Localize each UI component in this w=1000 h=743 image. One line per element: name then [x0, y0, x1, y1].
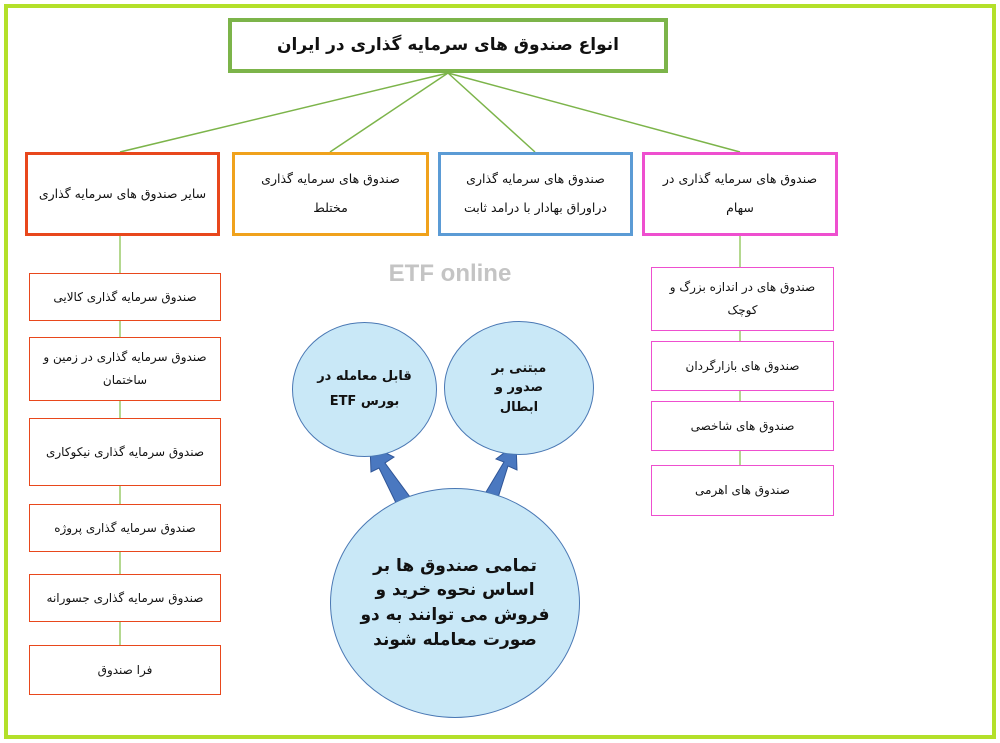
category-fixed-income-funds: صندوق های سرمایه گذاری دراوراق بهادار با درامد ثابت	[438, 152, 633, 236]
stock-item-market-maker: صندوق های بازارگردان	[651, 341, 834, 391]
other-item-fund-of-funds: فرا صندوق	[29, 645, 221, 695]
stock-item-index: صندوق های شاخصی	[651, 401, 834, 451]
other-item-commodity: صندوق سرمایه گذاری کالایی	[29, 273, 221, 321]
other-item-project: صندوق سرمایه گذاری پروژه	[29, 504, 221, 552]
connector-title-other	[120, 73, 448, 152]
category-mixed-funds: صندوق های سرمایه گذاری مختلط	[232, 152, 429, 236]
other-item-venture: صندوق سرمایه گذاری جسورانه	[29, 574, 221, 622]
watermark-text: ETF online	[388, 260, 512, 287]
other-item-charity: صندوق سرمایه گذاری نیکوکاری	[29, 418, 221, 486]
circle-tradable-etf	[292, 322, 437, 457]
circle-issuance-text: مبتنی بر صدور و ابطال	[491, 360, 547, 415]
diagram-title: انواع صندوق های سرمایه گذاری در ایران	[228, 18, 668, 73]
stock-item-leveraged: صندوق های اهرمی	[651, 465, 834, 516]
connector-title-mixed	[330, 73, 448, 152]
circle-main-statement	[330, 488, 580, 718]
category-other-funds: سایر صندوق های سرمایه گذاری	[25, 152, 220, 236]
stock-item-size: صندوق های در اندازه بزرگ و کوچک	[651, 267, 834, 331]
circle-issuance-redemption	[444, 321, 594, 455]
category-stock-funds: صندوق های سرمایه گذاری در سهام	[642, 152, 838, 236]
circle-main-text: تمامی صندوق ها بر اساس نحوه خرید و فروش می توانند به دو صورت معامله شوند	[360, 555, 550, 650]
other-item-real-estate: صندوق سرمایه گذاری در زمین و ساختمان	[29, 337, 221, 401]
circle-tradable-text: قابل معامله در بورس ETF	[317, 368, 412, 409]
